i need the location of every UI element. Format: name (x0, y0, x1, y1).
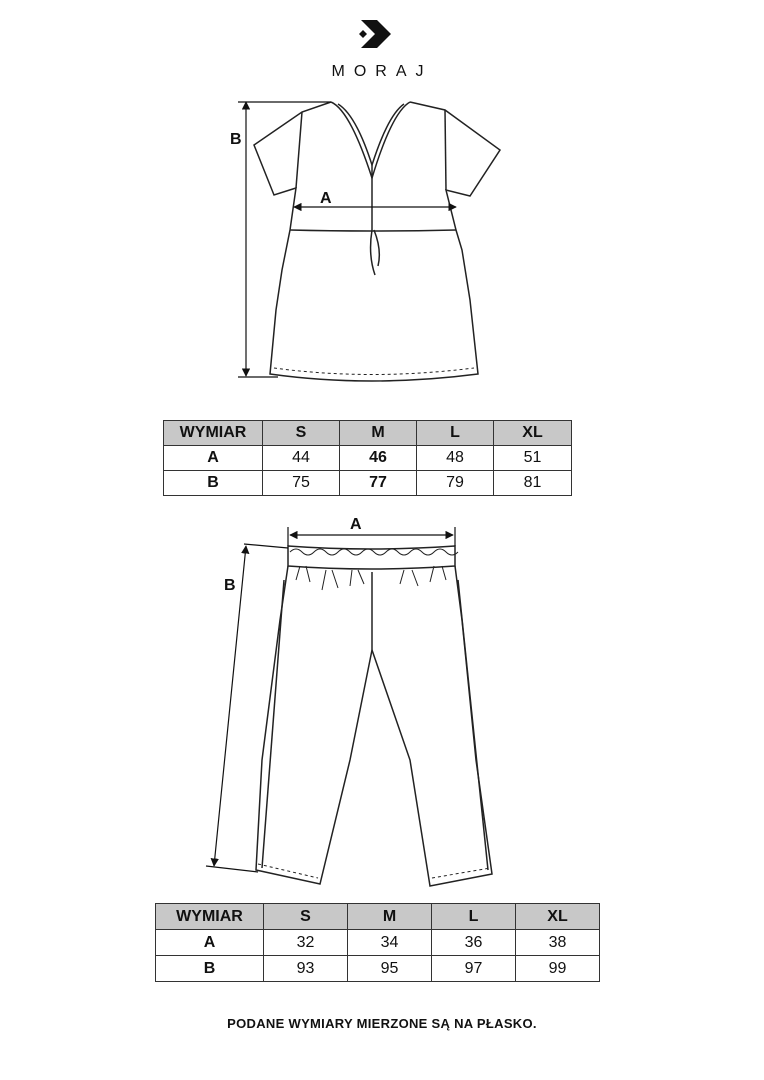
cell: 32 (264, 930, 348, 956)
row-label: A (156, 930, 264, 956)
bottom-dim-label-a: A (350, 516, 362, 533)
table-row (156, 956, 600, 982)
cell: 99 (516, 956, 600, 982)
cell: 38 (516, 930, 600, 956)
header-m: M (340, 421, 417, 446)
table-header-row (156, 904, 600, 930)
table-row (156, 930, 600, 956)
brand-name: MORAJ (331, 63, 433, 80)
top-size-table (163, 420, 572, 496)
row-label: B (164, 471, 263, 496)
cell: 95 (348, 956, 432, 982)
cell: 81 (494, 471, 572, 496)
header-s: S (263, 421, 340, 446)
header-xl: XL (516, 904, 600, 930)
header-xl: XL (494, 421, 572, 446)
top-dim-label-b: B (230, 131, 242, 148)
cell: 44 (263, 446, 340, 471)
header-s: S (264, 904, 348, 930)
row-label: B (156, 956, 264, 982)
header-wymiar: WYMIAR (156, 904, 264, 930)
table-row (164, 446, 572, 471)
cell: 79 (417, 471, 494, 496)
header-m: M (348, 904, 432, 930)
cell: 36 (432, 930, 516, 956)
cell: 77 (340, 471, 417, 496)
bottom-size-table (155, 903, 600, 982)
cell: 48 (417, 446, 494, 471)
cell: 34 (348, 930, 432, 956)
cell: 46 (340, 446, 417, 471)
cell: 75 (263, 471, 340, 496)
top-dimension-lines (238, 102, 456, 377)
bottom-garment-drawing (256, 546, 492, 886)
row-label: A (164, 446, 263, 471)
cell: 97 (432, 956, 516, 982)
footnote: PODANE WYMIARY MIERZONE SĄ NA PŁASKO. (227, 1016, 537, 1031)
top-dim-label-a: A (320, 190, 332, 207)
cell: 51 (494, 446, 572, 471)
table-row (164, 471, 572, 496)
table-header-row (164, 421, 572, 446)
header-l: L (432, 904, 516, 930)
top-garment-drawing (254, 102, 500, 381)
header-wymiar: WYMIAR (164, 421, 263, 446)
bottom-dimension-lines (206, 527, 455, 872)
cell: 93 (264, 956, 348, 982)
header-l: L (417, 421, 494, 446)
bottom-dim-label-b: B (224, 577, 236, 594)
